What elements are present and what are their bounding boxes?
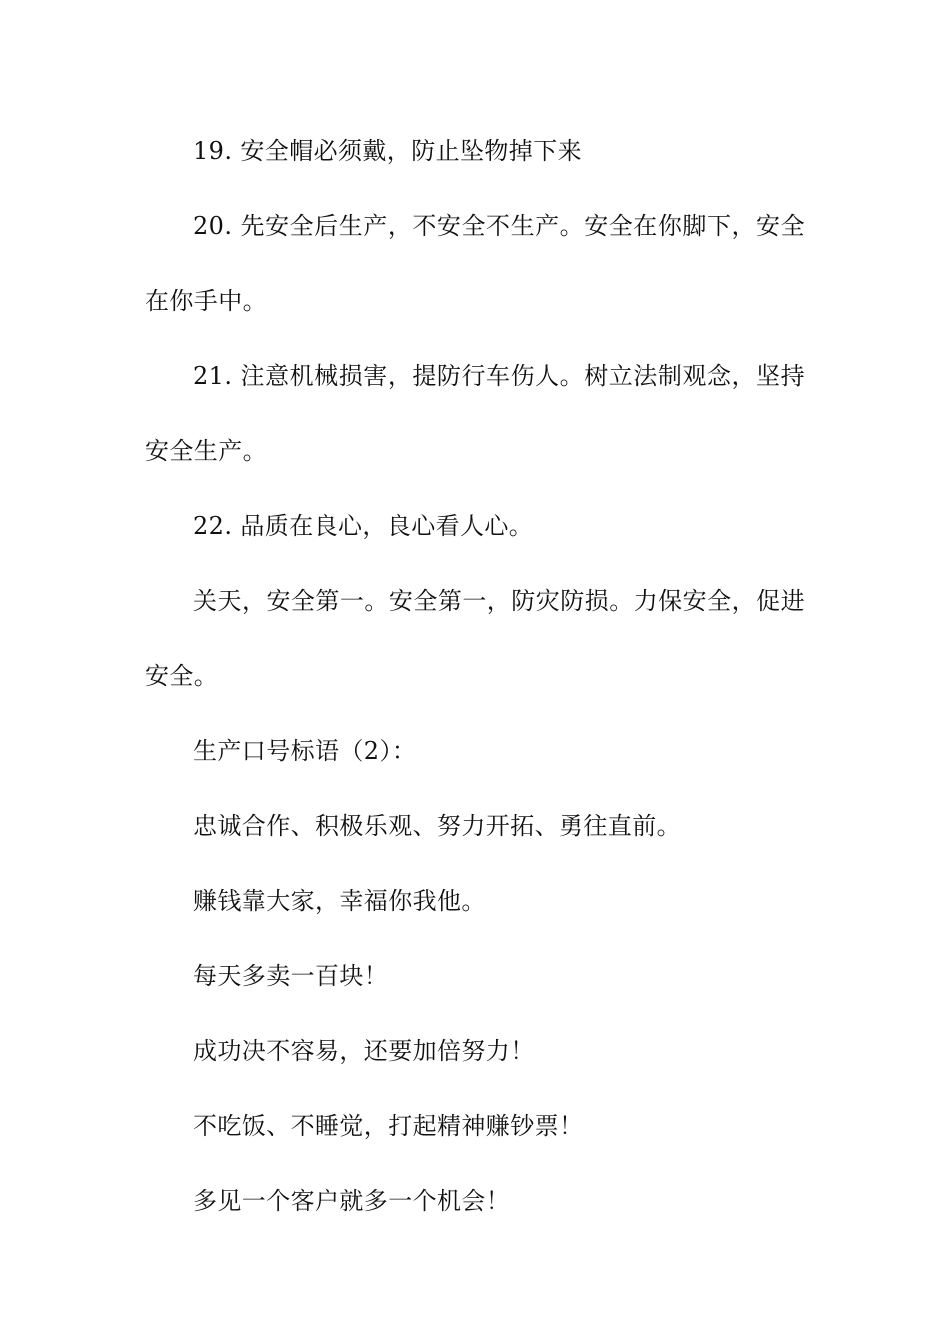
slogan-line: 成功决不容易，还要加倍努力！ bbox=[193, 1037, 535, 1065]
paragraph-21: 21. 注意机械损害，提防行车伤人。树立法制观念，坚持安全生产。 bbox=[145, 362, 805, 465]
document-body bbox=[145, 114, 805, 1239]
paragraph-22: 22. 品质在良心，良心看人心。 bbox=[193, 512, 534, 540]
slogan-line: 不吃饭、不睡觉，打起精神赚钞票！ bbox=[193, 1112, 584, 1140]
section-heading: 生产口号标语（2）： bbox=[193, 737, 417, 765]
slogan-line: 多见一个客户就多一个机会！ bbox=[193, 1187, 511, 1215]
paragraph-safety: 关天，安全第一。安全第一，防灾防损。力保安全，促进安全。 bbox=[145, 587, 805, 690]
slogan-line: 忠诚合作、积极乐观、努力开拓、勇往直前。 bbox=[193, 812, 681, 840]
paragraph-20: 20. 先安全后生产，不安全不生产。安全在你脚下，安全在你手中。 bbox=[145, 212, 805, 315]
paragraph-19: 19. 安全帽必须戴，防止坠物掉下来 bbox=[193, 137, 582, 165]
slogan-line: 每天多卖一百块！ bbox=[193, 962, 389, 990]
slogan-line: 赚钱靠大家，幸福你我他。 bbox=[193, 887, 486, 915]
